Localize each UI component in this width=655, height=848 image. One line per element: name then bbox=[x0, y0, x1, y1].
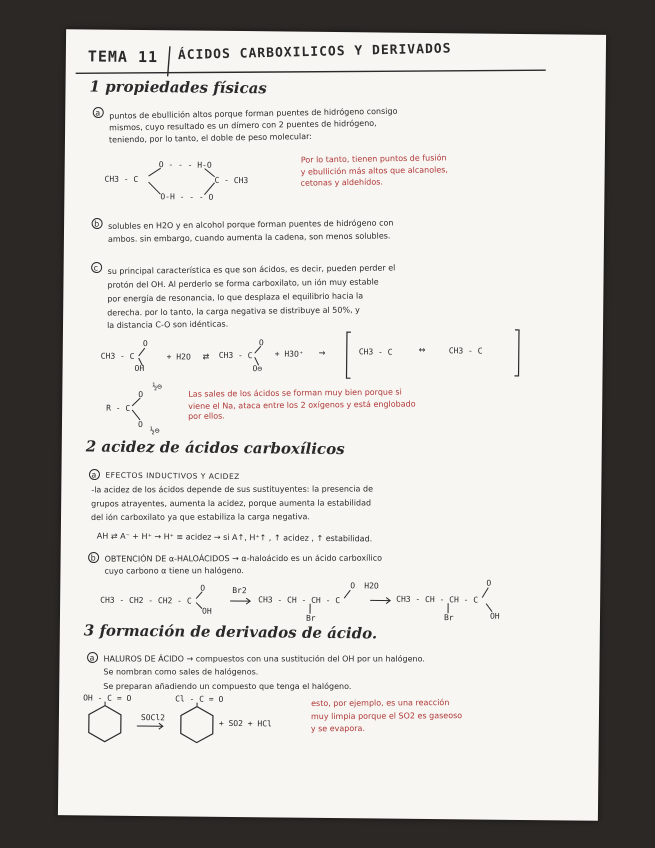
marker-circle-icon bbox=[93, 107, 103, 117]
bracket-right bbox=[515, 330, 519, 376]
eq-acid-o: O bbox=[142, 339, 148, 349]
salt-o-top: O bbox=[138, 389, 144, 400]
text-line: Se nombran como sales de halógenos. bbox=[103, 667, 259, 677]
dimer-left: CH3 - C bbox=[104, 174, 139, 184]
cyclohexane-icon bbox=[89, 705, 121, 741]
eq-resonance-1: CH3 - C bbox=[358, 347, 393, 357]
marker-circle-icon bbox=[89, 469, 99, 479]
salt-half-charge: ½⊖ bbox=[152, 382, 163, 392]
halo-product-1: CH3 - CH - CH - C bbox=[258, 595, 341, 606]
salt-half-charge: ½⊖ bbox=[149, 426, 160, 436]
carboxyl-bonds bbox=[139, 345, 261, 367]
halo-product-2-br: Br bbox=[443, 613, 454, 623]
text-line: solubles en H2O y en alcohol porque forman puentes de hidrógeno con bbox=[108, 218, 394, 231]
red-note-line: por ellos. bbox=[188, 411, 225, 421]
section-3-title: 3 formación de derivados de ácido. bbox=[83, 621, 378, 643]
red-note-line: y se evapora. bbox=[310, 723, 366, 734]
marker-circle-icon bbox=[89, 552, 99, 562]
marker-circle-icon bbox=[88, 652, 98, 662]
red-note-line: Por lo tanto, tienen puntos de fusión bbox=[300, 153, 447, 165]
halo-product-1-br: Br bbox=[305, 613, 316, 623]
eq-acid: CH3 - C bbox=[100, 351, 135, 361]
arrow-icon bbox=[230, 598, 250, 604]
eq-acid-oh: OH bbox=[134, 363, 145, 374]
ring-bonds bbox=[105, 702, 197, 707]
halo-reactant: CH3 - CH2 - CH2 - C bbox=[100, 595, 192, 606]
eq-plus-water: + H2O bbox=[166, 352, 191, 362]
salt-bonds bbox=[132, 398, 140, 420]
rx-start: OH - C = O bbox=[83, 693, 132, 703]
red-note-line: y ebullición más altos que alcanoles, bbox=[300, 165, 448, 177]
text-line: por energía de resonancia, lo que desplaza el equilibrio hacia la bbox=[107, 291, 364, 304]
red-note-line: Las sales de los ácidos se forman muy bien porque si bbox=[188, 387, 402, 399]
text-line: cuyo carbono α tiene un halógeno. bbox=[104, 566, 244, 576]
salt-o-bottom: O bbox=[137, 419, 143, 430]
section-2-title: 2 acidez de ácidos carboxílicos bbox=[85, 437, 345, 459]
marker-b-icon: b bbox=[94, 219, 100, 229]
red-note-line: viene el Na, ataca entre los 2 oxígenos y está englobado bbox=[188, 399, 416, 411]
halo-product-2-oh: OH bbox=[489, 611, 500, 621]
text-line: puntos de ebullición altos porque forman puentes de hidrógeno consigo bbox=[109, 106, 398, 121]
tema-label: TEMA 11 bbox=[87, 47, 159, 67]
dimer-top: O - - - H-O bbox=[158, 160, 212, 170]
marker-a-icon: a bbox=[89, 653, 95, 663]
reaction-arrow-icon: → bbox=[318, 345, 326, 359]
red-note-line: muy limpia porque el SO2 es gaseoso bbox=[310, 711, 463, 722]
rx-product: Cl - C = O bbox=[175, 694, 224, 704]
marker-a-icon: a bbox=[95, 108, 101, 118]
text-line: derecha. por lo tanto, la carga negativa se distribuye al 50%, y bbox=[107, 305, 360, 318]
dimer-bottom: O-H - - - O bbox=[160, 192, 214, 202]
text-line: la distancia C-O son idénticas. bbox=[106, 319, 229, 331]
halo-reactant-o: O bbox=[200, 583, 206, 593]
halo-product-2-o: O bbox=[486, 578, 492, 588]
header-divider bbox=[168, 46, 170, 76]
section-1-title: 1 propiedades físicas bbox=[89, 77, 267, 98]
topic-title: ÁCIDOS CARBOXILICOS Y DERIVADOS bbox=[177, 41, 452, 64]
equilibrium-arrow-icon: ⇄ bbox=[202, 349, 210, 363]
arrow-icon bbox=[370, 597, 390, 603]
halo-bonds bbox=[196, 585, 492, 616]
halo-reagent: Br2 bbox=[232, 585, 247, 596]
red-note-line: esto, por ejemplo, es una reacción bbox=[311, 698, 450, 709]
text-line: Se preparan añadiendo un compuesto que tenga el halógeno. bbox=[103, 681, 352, 691]
marker-a-icon: a bbox=[91, 470, 97, 480]
halo-product-2: CH3 - CH - CH - C bbox=[396, 594, 479, 605]
marker-circle-icon bbox=[92, 262, 102, 272]
drawing-strokes bbox=[58, 29, 606, 821]
eq-resonance-2: CH3 - C bbox=[448, 346, 483, 356]
marker-c-icon: c bbox=[93, 263, 99, 273]
halo-reactant-oh: OH bbox=[201, 606, 212, 616]
dimer-right: C - CH3 bbox=[214, 175, 249, 186]
text-line: mismos, cuyo resultado es un dímero con 2 puentes de hidrógeno, bbox=[109, 118, 377, 133]
text-line: HALUROS DE ÁCIDO → compuestos con una sustitución del OH por un halógeno. bbox=[103, 654, 425, 664]
text-line: su principal característica es que son ácidos, es decir, pueden perder el bbox=[107, 263, 396, 276]
eq-base-ominus: O⊖ bbox=[252, 364, 263, 374]
header-underline bbox=[76, 65, 546, 78]
subheading: EFECTOS INDUCTIVOS Y ACIDEZ bbox=[105, 470, 240, 482]
text-line: grupos atrayentes, aumenta la acidez, porque aumenta la estabilidad bbox=[91, 498, 372, 509]
arrow-icon bbox=[137, 723, 163, 729]
text-line: -la acidez de los ácidos depende de sus sustituyentes: la presencia de bbox=[91, 484, 374, 495]
text-line: teniendo, por lo tanto, el doble de peso molecular: bbox=[108, 131, 312, 145]
eq-plus-hydronium: + H3O⁺ bbox=[274, 349, 304, 359]
text-line: protón del OH. Al perderlo se forma carboxilato, un ión muy estable bbox=[107, 277, 379, 290]
bracket-left bbox=[346, 332, 350, 378]
eq-base: CH3 - C bbox=[218, 350, 253, 361]
text-line: OBTENCIÓN DE α-HALOÁCIDOS → α-haloácido es un ácido carboxílico bbox=[104, 553, 383, 564]
cyclohexane-icon bbox=[181, 706, 213, 742]
halo-product-1-o: O bbox=[350, 581, 356, 591]
resonance-arrow-icon: ↔ bbox=[418, 342, 426, 356]
salt-formula: R - C bbox=[106, 403, 131, 413]
marker-circle-icon bbox=[92, 218, 102, 228]
dimer-bonds bbox=[148, 168, 214, 195]
eq-base-o: O bbox=[258, 338, 264, 348]
rx-byproducts: + SO2 + HCl bbox=[218, 718, 272, 729]
rx-reagent: SOCl2 bbox=[140, 713, 166, 723]
text-line: ambos. sin embargo, cuando aumenta la cadena, son menos solubles. bbox=[107, 231, 391, 244]
acidity-formula: AH ⇄ A⁻ + H⁺ → H⁺ ≡ acidez → si A↑, H⁺↑ , ↑ acidez , ↑ estabilidad. bbox=[96, 531, 373, 544]
red-note-line: cetonas y aldehídos. bbox=[300, 177, 384, 188]
text-line: del ión carboxilato ya que estabiliza la carga negativa. bbox=[91, 512, 310, 523]
marker-b-icon: b bbox=[90, 553, 96, 563]
halo-product-1-h2o: H2O bbox=[364, 581, 379, 591]
notebook-page bbox=[58, 29, 606, 821]
